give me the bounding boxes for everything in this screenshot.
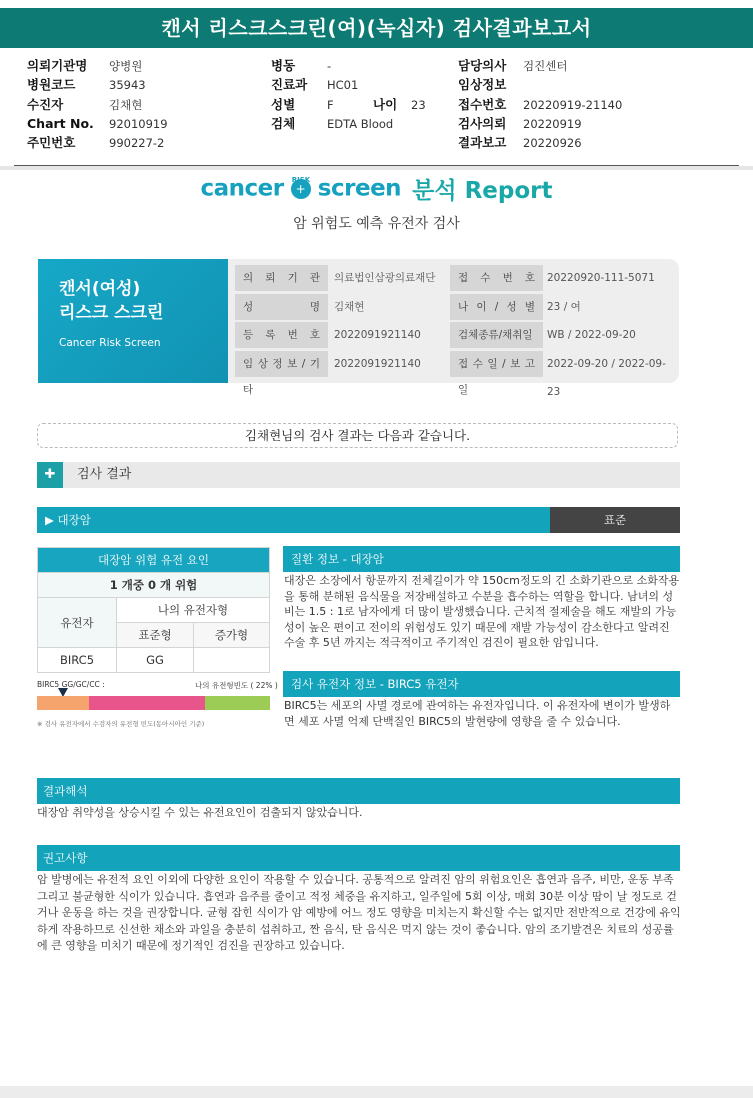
gene-header: 유전자 <box>38 598 117 648</box>
card-title-panel <box>38 259 228 383</box>
disease-info-header: 질환 정보 - 대장암 <box>283 546 680 572</box>
info-label: 검사의뢰 <box>458 115 507 131</box>
patient-info <box>0 56 753 156</box>
card-label: 검체종류/채취일 <box>450 322 543 348</box>
card-value: 2022091921140 <box>334 357 421 370</box>
card-label: 등 록 번 호 <box>235 322 328 348</box>
info-label: 주민번호 <box>27 135 76 151</box>
age-value: 23 <box>411 97 426 112</box>
standard-header: 표준형 <box>117 623 194 648</box>
page-bottom-band <box>0 1086 753 1098</box>
gene-info-text: BIRC5는 세포의 사멸 경로에 관여하는 유전자입니다. 이 유전자에 변이가 발생하면 세포 사멸 억제 단백질인 BIRC5의 발현량에 영향을 줄 수 있습니다. <box>284 699 671 728</box>
card-value: 2022-09-20 / 2022-09-23 <box>547 357 666 398</box>
result-bar <box>37 507 680 533</box>
frequency-scale <box>37 696 270 710</box>
info-value: F <box>327 97 334 112</box>
logo-orb-icon: RISK + <box>291 179 311 199</box>
logo-report: 분석 Report <box>412 178 553 204</box>
card-value: 20220920-111-5071 <box>547 272 655 284</box>
info-label: 접수번호 <box>458 96 507 112</box>
recommendation-header: 권고사항 <box>37 845 680 871</box>
report-title: 캔서 리스크스크린(여)(녹십자) 검사결과보고서 <box>0 8 753 48</box>
disease-info-text: 대장은 소장에서 항문까지 전체길이가 약 150cm정도의 긴 소화기관으로 소화작용을 통해 분해된 음식물을 저장배설하고 수분을 흡수하는 역할을 합니다. 남녀의 성비는 1.5 : 1로 남자에게 더 많이 발생했습니다. 근치적 절제술을 해도 재발의 가능성이 높은 편이고 전이의 위험성도 있기 때문에 재발 가능성이 감소한다고 알려진 수술 후 5년 까지는 적극적이고 주기적인 검진이 필요한 암입니다. <box>284 574 680 649</box>
card-value: 23 / 여 <box>547 300 581 313</box>
card-row <box>235 321 671 350</box>
info-value: 20220919-21140 <box>523 97 623 112</box>
section-header <box>37 462 680 488</box>
genotype-standard: GG <box>117 648 194 673</box>
info-value: 35943 <box>109 78 146 93</box>
interpretation-text: 대장암 취약성을 상승시킬 수 있는 유전요인이 검출되지 않았습니다. <box>37 806 363 819</box>
logo-cancer: cancer <box>200 175 284 202</box>
info-label: 의뢰기관명 <box>27 58 88 73</box>
card-row <box>235 350 671 398</box>
info-value: 990227-2 <box>109 136 165 151</box>
card-value: 2022091921140 <box>334 329 421 341</box>
card-label: 의 뢰 기 관 <box>235 265 328 291</box>
card-label: 임 상 정 보 / 기 타 <box>235 351 328 377</box>
info-value: 김채현 <box>109 97 143 112</box>
logo-screen: screen <box>317 175 402 202</box>
card-title-line2: 리스크 스크린 <box>59 303 164 323</box>
info-value: 양병원 <box>109 59 143 73</box>
result-status-badge: 표준 <box>550 507 680 533</box>
result-bar-label: ▶ 대장암 <box>37 507 550 533</box>
info-label: 병동 <box>271 58 296 73</box>
scale-left-label: BIRC5 GG/GC/CC : <box>37 680 105 689</box>
report-subtitle: 암 위험도 예측 유전자 검사 <box>293 216 460 232</box>
scale-segment-gc <box>89 696 205 710</box>
card-label: 성 명 <box>235 294 328 320</box>
card-row <box>235 293 671 322</box>
recommendation-text: 암 발병에는 유전적 요인 이외에 다양한 요인이 작용할 수 있습니다. 공통적으로 알려진 암의 위험요인은 흡연과 음주, 비만, 운동 부족 그리고 불균형한 식이가 있습니다. 흡연과 음주를 줄이고 적정 체중을 유지하고, 일주일에 5회 이상, 매회 30분 이상 땀이 날 정도로 걷거나 운동을 하는 것을 권장합니다. 균형 잡힌 식이가 암 예방에 어느 정도 영향을 미치는지 확신할 수는 없지만 전반적으로 건강에 유익하게 작용하므로 신선한 채소와 과일을 충분히 섭취하고, 짠 음식, 탄 음식은 먹지 않는 것이 좋습니다. 암의 조기발견은 치료의 성공률에 큰 영향을 미치기 때문에 정기적인 검진을 권장하고 있습니다. <box>37 873 681 952</box>
info-value: HC01 <box>327 78 359 93</box>
scale-right-label: 나의 유전형빈도 ( 22% ) <box>195 681 278 690</box>
info-label: 병원코드 <box>27 77 76 93</box>
card-subtitle: Cancer Risk Screen <box>59 337 161 349</box>
medical-kit-icon: ✚ <box>37 462 63 488</box>
info-label: 수진자 <box>27 96 64 112</box>
info-value: EDTA Blood <box>327 116 394 131</box>
scale-footnote: ※ 검사 유전자에서 수검자의 유전형 빈도(동아시아인 기준) <box>37 720 205 728</box>
result-notice: 김채현님의 검사 결과는 다음과 같습니다. <box>37 423 678 448</box>
info-label: 검체 <box>271 115 296 131</box>
card-label: 접 수 일 / 보 고 일 <box>450 351 543 377</box>
info-value: 20220926 <box>523 136 582 151</box>
gene-name: BIRC5 <box>38 648 117 673</box>
info-label: 결과보고 <box>458 135 507 151</box>
info-label: 성별 <box>271 96 296 112</box>
info-value: - <box>327 59 332 73</box>
info-column-2 <box>271 56 426 133</box>
cancer-screen-logo <box>0 172 753 212</box>
info-value: 92010919 <box>109 116 168 131</box>
info-label: 담당의사 <box>458 58 507 73</box>
interpretation-header: 결과해석 <box>37 778 680 804</box>
section-title: 검사 결과 <box>77 467 132 482</box>
divider-band <box>0 166 753 170</box>
info-label: 진료과 <box>271 77 308 93</box>
card-value: 김채현 <box>334 300 365 313</box>
age-label: 나이 <box>373 96 398 112</box>
gene-risk-table <box>37 547 270 673</box>
card-row <box>235 264 671 293</box>
gene-table-title: 대장암 위험 유전 요인 <box>38 548 270 573</box>
genotype-increased <box>194 648 270 673</box>
info-value: 20220919 <box>523 116 582 131</box>
info-label: Chart No. <box>27 115 94 131</box>
increased-header: 증가형 <box>194 623 270 648</box>
info-column-3 <box>458 56 622 152</box>
info-label: 임상정보 <box>458 77 507 93</box>
gene-table-summary: 1 개중 0 개 위험 <box>38 573 270 598</box>
card-value: WB / 2022-09-20 <box>547 329 636 341</box>
logo-risk: RISK <box>291 175 311 184</box>
card-title-line1: 캔서(여성) <box>59 279 141 299</box>
info-value: 검진센터 <box>523 59 568 73</box>
genotype-header: 나의 유전자형 <box>117 598 270 623</box>
info-column-1 <box>27 56 168 152</box>
card-value: 의료법인삼광의료재단 <box>334 272 436 284</box>
scale-segment-cc <box>205 696 270 710</box>
scale-segment-gg <box>37 696 89 710</box>
summary-card <box>38 259 679 398</box>
card-label: 나 이 / 성 별 <box>450 294 543 320</box>
card-info-table <box>235 264 671 398</box>
gene-info-header: 검사 유전자 정보 - BIRC5 유전자 <box>283 671 680 697</box>
card-label: 접 수 번 호 <box>450 265 543 291</box>
